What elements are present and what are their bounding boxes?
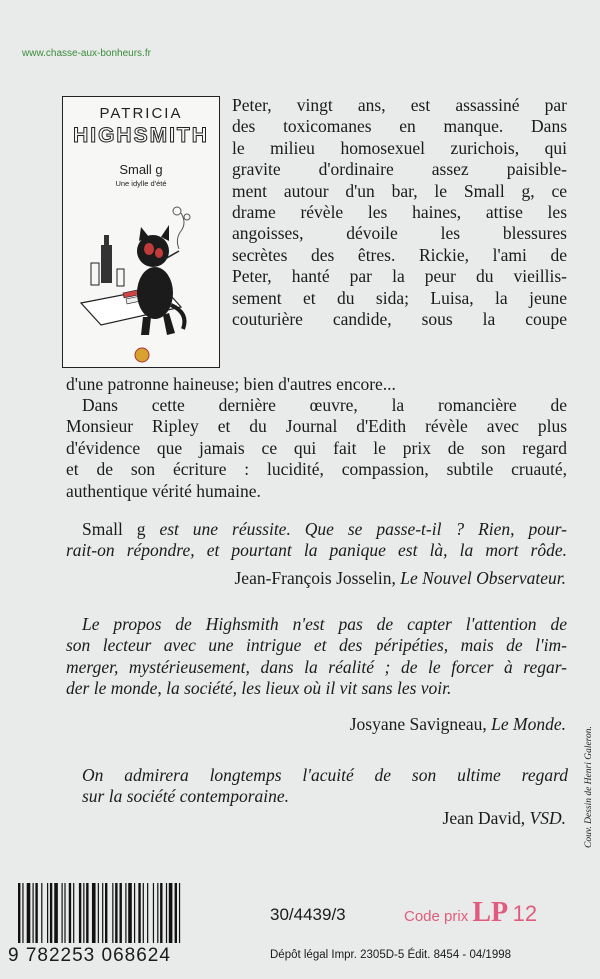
barcode-bar [73, 883, 74, 943]
watermark-text: www.chasse-aux-bonheurs.fr [22, 48, 151, 59]
barcode-bar [35, 883, 37, 943]
quote1-text: est une réussite. Que se passe-t-il ? Rien, pour- [145, 519, 567, 539]
quote1-line: rait-on répondre, et pourtant la panique est là, la mort rôde. [66, 540, 567, 561]
barcode-bar [105, 883, 107, 943]
barcode-bar [102, 883, 103, 943]
barcode-bar [41, 883, 42, 943]
barcode-bar [98, 883, 99, 943]
price-code [404, 897, 537, 929]
barcode-number: 9 782253 068624 [8, 945, 171, 966]
barcode-bar [166, 883, 167, 943]
barcode-bar [54, 883, 58, 943]
barcode-bar [125, 883, 126, 943]
summary-line: d'une patronne haineuse; bien d'autres encore... [66, 374, 396, 394]
quote-2 [66, 614, 567, 700]
cover-subtitle: Une idylle d'été [115, 179, 167, 188]
paragraph2-line: et de son écriture : lucidité, compassion, subtile cruauté, [66, 459, 567, 480]
paragraph2-line: authentique vérité humaine. [66, 480, 261, 501]
quote3-source: VSD. [529, 808, 566, 828]
summary-line: ment autour d'un bar, le Small g, ce [232, 180, 567, 201]
barcode-bar [62, 883, 63, 943]
summary-line: drame révèle les haines, attise les [232, 202, 567, 223]
summary-paragraph [232, 95, 567, 330]
barcode-bar [86, 883, 88, 943]
quote2-source: Le Monde. [491, 714, 566, 734]
barcode-bar [169, 883, 173, 943]
barcode-bar [147, 883, 148, 943]
reference-number: 30/4439/3 [270, 905, 346, 924]
cover-thumbnail [62, 96, 220, 368]
barcode-bar [22, 883, 23, 943]
quote3-author: Jean David, [442, 808, 530, 828]
barcode-bar [79, 883, 81, 943]
barcode [16, 883, 238, 943]
barcode-bar [153, 883, 154, 943]
quote2-author: Josyane Savigneau, [349, 714, 492, 734]
barcode-bar [143, 883, 144, 943]
barcode-bar [64, 883, 65, 943]
cover-title: Small g [119, 162, 163, 177]
summary-last-line [66, 374, 566, 395]
quote1-attribution [235, 568, 567, 589]
barcode-bar [160, 883, 162, 943]
barcode-bar [115, 883, 117, 943]
price-series: LP [472, 897, 509, 928]
summary-line: sement et du sida; Luisa, la jeune [232, 287, 567, 308]
quote2-line: son lecteur avec une intrigue et des péripéties, mais de l'im- [66, 635, 567, 656]
price-label: Code prix [404, 908, 473, 925]
quote2-line: merger, mystérieusement, dans la réalité ; de le forcer à regar- [66, 656, 567, 677]
quote1-source: Le Nouvel Observateur. [400, 568, 566, 588]
summary-line: angoisses, dévoile les blessures [232, 223, 567, 244]
barcode-bar [128, 883, 132, 943]
quote2-line: Le propos de Highsmith n'est pas de capter l'attention de [82, 614, 567, 634]
barcode-bar [179, 883, 180, 943]
quote3-line: On admirera longtemps l'acuité de son ultime regard [82, 765, 568, 785]
second-paragraph [66, 395, 567, 502]
quote2-line: der le monde, la société, les lieux où il vit sans les voir. [66, 678, 452, 699]
summary-line: le milieu homosexuel zurichois, qui [232, 137, 567, 158]
quote-1 [66, 519, 567, 562]
quote3-attribution [443, 808, 566, 829]
barcode-bar [134, 883, 135, 943]
quote-3 [82, 765, 568, 808]
barcode-bar [157, 883, 158, 943]
quote1-book-title: Small g [82, 519, 146, 539]
price-number: 12 [512, 901, 538, 926]
cover-illustration [71, 195, 213, 365]
barcode-bar [33, 883, 34, 943]
barcode-bar [50, 883, 52, 943]
paragraph2-line: d'évidence que jamais ce qui fait le prix de son regard [66, 437, 567, 458]
summary-line: couturière candide, sous la coupe [232, 309, 567, 330]
quote1-line [66, 519, 567, 540]
barcode-bar [47, 883, 48, 943]
barcode-bar [112, 883, 113, 943]
summary-line: Peter, hanté par la peur du vieillis- [232, 266, 567, 287]
barcode-bar [92, 883, 96, 943]
barcode-bar [83, 883, 84, 943]
barcode-bar [138, 883, 140, 943]
cover-author-last: HIGHSMITH [73, 124, 209, 147]
barcode-bar [27, 883, 31, 943]
barcode-bar [175, 883, 177, 943]
summary-line: gravite d'ordinaire assez paisible- [232, 159, 567, 180]
quote1-author: Jean-François Josselin, [234, 568, 401, 588]
summary-line: Peter, vingt ans, est assassiné par [232, 95, 567, 115]
barcode-bar [120, 883, 122, 943]
legal-deposit: Dépôt légal Impr. 2305D-5 Édit. 8454 - 04/1998 [270, 949, 512, 961]
paragraph2-line: Dans cette dernière œuvre, la romancière de [82, 395, 567, 415]
quote2-attribution [350, 714, 566, 735]
barcode-bar [69, 883, 71, 943]
cover-credit: Couv. Dessin de Henri Galeron. [584, 726, 594, 848]
quote3-line: sur la société contemporaine. [82, 786, 290, 807]
barcode-bar [18, 883, 20, 943]
summary-line: secrètes des êtres. Rickie, l'ami de [232, 244, 567, 265]
cover-author-first: PATRICIA [99, 105, 183, 122]
paragraph2-line: Monsieur Ripley et du Journal d'Edith révèle avec plus [66, 416, 567, 437]
summary-line: des toxicomanes en manque. Dans [232, 116, 567, 137]
